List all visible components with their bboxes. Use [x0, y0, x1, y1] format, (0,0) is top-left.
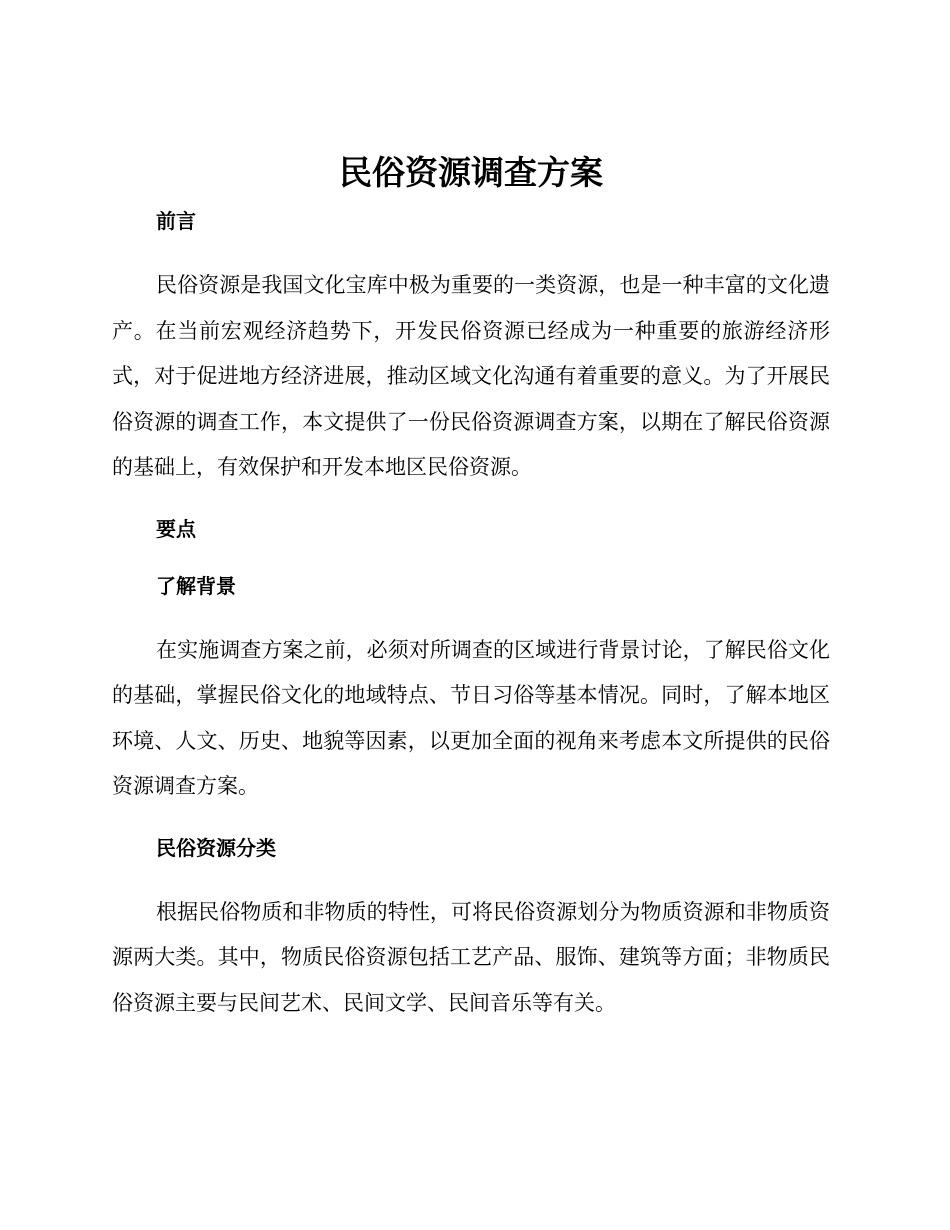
classification-heading: 民俗资源分类: [156, 835, 276, 860]
points-heading: 要点: [156, 516, 196, 541]
document-title: 民俗资源调查方案: [339, 153, 603, 192]
intro-paragraph: 民俗资源是我国文化宝库中极为重要的一类资源，也是一种丰富的文化遗产。在当前宏观经济趋势下，开发民俗资源已经成为一种重要的旅游经济形式，对于促进地方经济进展，推动区域文化沟通有着重要的意义。为了开展民俗资源的调查工作，本文提供了一份民俗资源调查方案，以期在了解民俗资源的基础上，有效保护和开发本地区民俗资源。: [112, 273, 830, 479]
classification-paragraph: 根据民俗物质和非物质的特性，可将民俗资源划分为物质资源和非物质资源两大类。其中，物质民俗资源包括工艺产品、服饰、建筑等方面；非物质民俗资源主要与民间艺术、民间文学、民间音乐等有关。: [112, 899, 830, 1015]
background-heading: 了解背景: [156, 573, 236, 598]
document-body: [112, 150, 830, 1026]
background-paragraph: 在实施调查方案之前，必须对所调查的区域进行背景讨论，了解民俗文化的基础，掌握民俗文化的地域特点、节日习俗等基本情况。同时，了解本地区环境、人文、历史、地貌等因素，以更加全面的视角来考虑本文所提供的民俗资源调查方案。: [112, 637, 830, 798]
intro-heading: 前言: [156, 209, 196, 233]
